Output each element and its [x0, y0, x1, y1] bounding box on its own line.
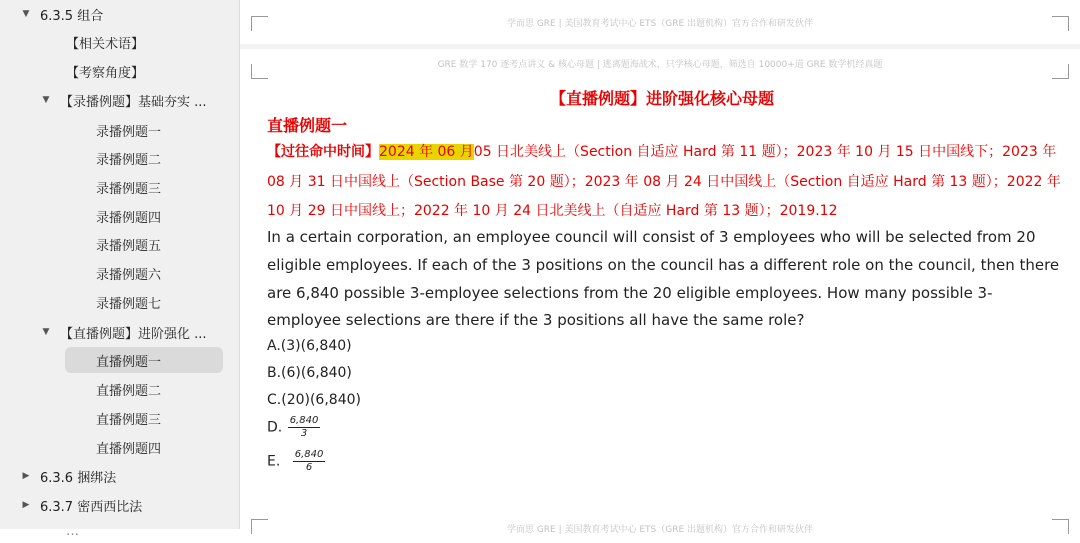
chevron-right-icon[interactable]: ▶ [22, 500, 30, 510]
chevron-right-icon[interactable]: ▶ [22, 471, 30, 481]
toc-item-recorded-4[interactable] [96, 204, 161, 228]
toc-item-live-4[interactable] [96, 435, 161, 459]
option-b: B.(6)(6,840) [267, 365, 352, 381]
toc-item-label: 录播例题七 [96, 296, 162, 312]
option-e-prefix: E. [267, 453, 281, 470]
numerator: 6,840 [294, 449, 324, 460]
toc-item-label: 录播例题六 [96, 267, 162, 283]
toc-item-label: 6.3.7 密西西比法 [40, 499, 143, 515]
toc-item-live-examples[interactable] [40, 320, 220, 344]
toc-item-exam-angle[interactable] [66, 59, 144, 83]
page-header-top: 学而思 GRE | 美国教育考试中心 ETS（GRE 出题机构）官方合作和研发伙伴 [506, 19, 814, 29]
toc-item-label: 【相关术语】 [66, 36, 145, 52]
toc-item-partial[interactable] [66, 519, 79, 543]
toc-item-recorded-1[interactable] [96, 118, 161, 142]
toc-item-label: 【考察角度】 [66, 65, 145, 81]
crop-mark [1052, 64, 1069, 79]
toc-item-label: 录播例题三 [96, 181, 162, 197]
toc-item-label: 录播例题四 [96, 210, 162, 226]
toc-item-label: 【直播例题】进阶强化 ... [60, 326, 207, 342]
chevron-down-icon[interactable]: ▼ [42, 95, 50, 105]
toc-item-label: 录播例题一 [96, 124, 162, 140]
numerator: 6,840 [289, 415, 319, 426]
crop-mark [1052, 16, 1069, 31]
history-line-2: 08 月 31 日中国线上（Section Base 第 20 题）；2023 年 08 月 24 日中国线上（Section 自适应 Hard 第 13 题）；2022 年 [267, 174, 1061, 190]
page-divider [240, 44, 1080, 49]
toc-item-label: 录播例题二 [96, 152, 162, 168]
option-e [267, 449, 325, 474]
chevron-down-icon[interactable]: ▼ [22, 9, 30, 19]
question-line: In a certain corporation, an employee council will consist of 3 employees who will be selected from 20 [267, 228, 1036, 246]
toc-item-recorded-examples[interactable] [40, 88, 220, 112]
history-text: 05 日北美线上（Section 自适应 Hard 第 11 题）；2023 年 10 月 15 日中国线下；2023 年 [473, 144, 1057, 160]
history-line-1 [267, 141, 1056, 161]
page-header-sub: GRE 数学 170 逐考点讲义 & 核心母题 | 逃离题海战术，只学核心母题，筛选自 10000+道 GRE 数学机经真题 [437, 60, 883, 70]
example-title: 直播例题一 [267, 116, 348, 135]
history-line-3: 10 月 29 日中国线上；2022 年 10 月 24 日北美线上（自适应 Hard 第 13 题）；2019.12 [267, 203, 838, 219]
toc-item-label: 直播例题一 [96, 354, 162, 370]
toc-item-recorded-7[interactable] [96, 290, 161, 314]
page-footer-partial: 学而思 GRE | 美国教育考试中心 ETS（GRE 出题机构）官方合作和研发伙伴 [506, 525, 814, 535]
toc-item-label: 6.3.6 捆绑法 [40, 470, 117, 486]
fraction [288, 415, 321, 440]
toc-item-label: 直播例题二 [96, 383, 162, 399]
option-c: C.(20)(6,840) [267, 392, 361, 408]
question-line: eligible employees. If each of the 3 positions on the council has a different role on the council, then there [267, 256, 1060, 274]
toc-item-6-3-6[interactable] [20, 464, 116, 488]
option-d [267, 415, 320, 440]
question-line: are 6,840 possible 3-employee selections from the 20 eligible employees. How many possible 3- [267, 284, 993, 302]
toc-item-label: 直播例题三 [96, 412, 162, 428]
toc-item-label: 6.3.5 组合 [40, 8, 104, 24]
toc-item-related-terms[interactable] [66, 30, 144, 54]
toc-item-label: … [66, 523, 79, 539]
section-title: 【直播例题】进阶强化核心母题 [549, 89, 774, 108]
denominator: 6 [305, 462, 313, 473]
history-label: 【过往命中时间】 [267, 144, 379, 160]
option-a: A.(3)(6,840) [267, 338, 352, 354]
toc-item-recorded-5[interactable] [96, 232, 161, 256]
toc-item-6-3-5[interactable] [20, 2, 103, 26]
search-highlight: 2024 年 06 月 [379, 144, 474, 160]
toc-item-recorded-6[interactable] [96, 261, 161, 285]
toc-item-live-3[interactable] [96, 406, 161, 430]
option-d-prefix: D. [267, 419, 283, 436]
question-line: employee selections are there if the 3 positions all have the same role? [267, 311, 805, 329]
toc-item-recorded-2[interactable] [96, 146, 161, 170]
toc-item-live-1[interactable] [96, 348, 161, 372]
toc-item-label: 录播例题五 [96, 238, 162, 254]
toc-item-recorded-3[interactable] [96, 175, 161, 199]
crop-mark [251, 64, 268, 79]
crop-mark [251, 16, 268, 31]
denominator: 3 [300, 428, 308, 439]
toc-item-6-3-7[interactable] [20, 493, 142, 517]
document-page [240, 0, 1080, 535]
fraction [293, 449, 326, 474]
toc-item-live-2[interactable] [96, 377, 161, 401]
toc-item-label: 【录播例题】基础夯实 ... [60, 94, 207, 110]
toc-item-label: 直播例题四 [96, 441, 162, 457]
chevron-down-icon[interactable]: ▼ [42, 327, 50, 337]
outline-sidebar [0, 0, 240, 539]
